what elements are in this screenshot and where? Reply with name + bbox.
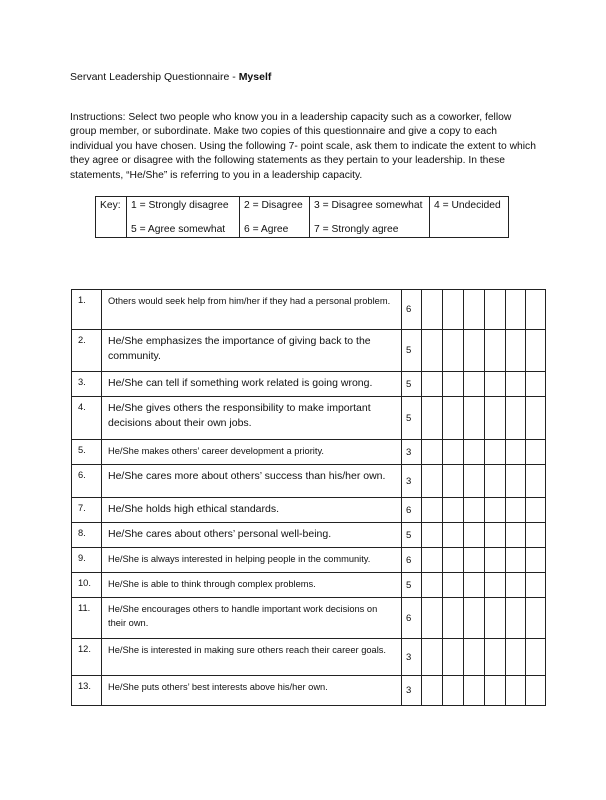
rating-cell[interactable]	[485, 330, 506, 372]
rating-cell[interactable]	[422, 290, 443, 330]
question-number: 6.	[72, 465, 102, 498]
key-top-4: 4 = Undecided	[434, 200, 501, 211]
rating-cell[interactable]	[485, 676, 506, 706]
rating-cell[interactable]	[485, 372, 506, 397]
question-number: 8.	[72, 523, 102, 548]
question-score: 6	[402, 498, 422, 523]
question-score: 5	[402, 397, 422, 440]
rating-cell[interactable]	[443, 397, 464, 440]
rating-cell[interactable]	[526, 548, 546, 573]
rating-cell[interactable]	[485, 639, 506, 676]
question-score: 6	[402, 290, 422, 330]
instructions-text: Instructions: Select two people who know you in a leadership capacity such as a coworker, fellow group member, or subordinate. Make two copies of this questionnaire and give a copy to each individual you have chosen. Using the following 7- point scale, ask them to indicate the extent to which they agree or disagree with the following statements as they pertain to your leadership. In these statements, “He/She” is referring to you in a leadership capacity.	[70, 112, 536, 181]
page-title	[70, 71, 271, 83]
rating-cell[interactable]	[506, 573, 526, 598]
question-number: 2.	[72, 330, 102, 372]
rating-cell[interactable]	[422, 498, 443, 523]
rating-cell[interactable]	[464, 523, 485, 548]
question-statement: He/She cares about others’ personal well-being.	[102, 523, 402, 548]
question-statement: He/She is interested in making sure others reach their career goals.	[102, 639, 402, 676]
rating-cell[interactable]	[485, 523, 506, 548]
question-statement: He/She holds high ethical standards.	[102, 498, 402, 523]
question-score: 3	[402, 676, 422, 706]
question-statement: He/She is always interested in helping people in the community.	[102, 548, 402, 573]
title-bold: Myself	[238, 71, 272, 83]
question-score: 5	[402, 330, 422, 372]
question-row	[72, 397, 546, 440]
rating-cell[interactable]	[464, 440, 485, 465]
rating-cell[interactable]	[485, 465, 506, 498]
rating-cell[interactable]	[485, 548, 506, 573]
rating-cell[interactable]	[506, 372, 526, 397]
question-number: 11.	[72, 598, 102, 639]
rating-cell[interactable]	[464, 548, 485, 573]
key-cell-1	[127, 197, 240, 238]
rating-cell[interactable]	[443, 676, 464, 706]
question-row	[72, 639, 546, 676]
rating-cell[interactable]	[526, 639, 546, 676]
rating-cell[interactable]	[526, 397, 546, 440]
key-table	[95, 196, 509, 238]
rating-cell[interactable]	[422, 573, 443, 598]
rating-cell[interactable]	[485, 440, 506, 465]
title-prefix: Servant Leadership Questionnaire -	[70, 71, 239, 83]
rating-cell[interactable]	[443, 639, 464, 676]
rating-cell[interactable]	[443, 440, 464, 465]
rating-cell[interactable]	[526, 573, 546, 598]
question-statement: He/She is able to think through complex problems.	[102, 573, 402, 598]
rating-cell[interactable]	[526, 498, 546, 523]
rating-cell[interactable]	[464, 573, 485, 598]
rating-cell[interactable]	[422, 598, 443, 639]
question-number: 1.	[72, 290, 102, 330]
rating-cell[interactable]	[443, 290, 464, 330]
rating-cell[interactable]	[506, 498, 526, 523]
rating-cell[interactable]	[464, 465, 485, 498]
rating-cell[interactable]	[506, 397, 526, 440]
rating-cell[interactable]	[506, 548, 526, 573]
rating-cell[interactable]	[422, 440, 443, 465]
rating-cell[interactable]	[464, 639, 485, 676]
key-label: Key:	[100, 200, 121, 211]
question-row	[72, 598, 546, 639]
rating-cell[interactable]	[526, 372, 546, 397]
question-number: 13.	[72, 676, 102, 706]
rating-cell[interactable]	[506, 440, 526, 465]
question-statement: He/She emphasizes the importance of giving back to the community.	[102, 330, 402, 372]
question-row	[72, 573, 546, 598]
rating-cell[interactable]	[422, 330, 443, 372]
rating-cell[interactable]	[464, 372, 485, 397]
rating-cell[interactable]	[464, 330, 485, 372]
rating-cell[interactable]	[526, 523, 546, 548]
question-score: 5	[402, 573, 422, 598]
question-statement: He/She gives others the responsibility to make important decisions about their own jobs.	[102, 397, 402, 440]
key-bottom-2: 6 = Agree	[244, 224, 289, 235]
question-row	[72, 548, 546, 573]
rating-cell[interactable]	[464, 397, 485, 440]
key-top-2: 2 = Disagree	[244, 200, 303, 211]
rating-cell[interactable]	[485, 498, 506, 523]
rating-cell[interactable]	[526, 290, 546, 330]
rating-cell[interactable]	[485, 397, 506, 440]
question-row	[72, 523, 546, 548]
question-statement: He/She encourages others to handle important work decisions on their own.	[102, 598, 402, 639]
key-bottom-3: 7 = Strongly agree	[314, 224, 399, 235]
question-statement: He/She makes others’ career development a priority.	[102, 440, 402, 465]
rating-cell[interactable]	[464, 498, 485, 523]
rating-cell[interactable]	[422, 372, 443, 397]
rating-cell[interactable]	[422, 676, 443, 706]
rating-cell[interactable]	[464, 598, 485, 639]
question-number: 3.	[72, 372, 102, 397]
rating-cell[interactable]	[443, 465, 464, 498]
question-row	[72, 676, 546, 706]
question-number: 4.	[72, 397, 102, 440]
question-number: 9.	[72, 548, 102, 573]
rating-cell[interactable]	[506, 290, 526, 330]
question-number: 10.	[72, 573, 102, 598]
key-bottom-1: 5 = Agree somewhat	[131, 224, 226, 235]
question-row	[72, 330, 546, 372]
rating-cell[interactable]	[443, 498, 464, 523]
question-number: 5.	[72, 440, 102, 465]
question-row	[72, 465, 546, 498]
question-score: 3	[402, 440, 422, 465]
rating-cell[interactable]	[506, 598, 526, 639]
question-row	[72, 498, 546, 523]
question-statement: He/She cares more about others’ success than his/her own.	[102, 465, 402, 498]
rating-cell[interactable]	[485, 598, 506, 639]
rating-cell[interactable]	[526, 465, 546, 498]
key-top-3: 3 = Disagree somewhat	[314, 200, 423, 211]
key-cell-4	[430, 197, 509, 238]
question-statement: He/She can tell if something work related is going wrong.	[102, 372, 402, 397]
rating-cell[interactable]	[506, 676, 526, 706]
rating-cell[interactable]	[422, 548, 443, 573]
rating-cell[interactable]	[443, 598, 464, 639]
rating-cell[interactable]	[464, 676, 485, 706]
rating-cell[interactable]	[485, 573, 506, 598]
question-number: 12.	[72, 639, 102, 676]
question-row	[72, 290, 546, 330]
rating-cell[interactable]	[443, 548, 464, 573]
rating-cell[interactable]	[443, 523, 464, 548]
rating-cell[interactable]	[485, 290, 506, 330]
question-statement: Others would seek help from him/her if they had a personal problem.	[102, 290, 402, 330]
rating-cell[interactable]	[526, 440, 546, 465]
rating-cell[interactable]	[422, 523, 443, 548]
question-score: 3	[402, 465, 422, 498]
rating-cell[interactable]	[526, 676, 546, 706]
rating-cell[interactable]	[422, 639, 443, 676]
rating-cell[interactable]	[506, 639, 526, 676]
rating-cell[interactable]	[443, 330, 464, 372]
key-top-1: 1 = Strongly disagree	[131, 200, 229, 211]
question-score: 6	[402, 598, 422, 639]
rating-cell[interactable]	[506, 330, 526, 372]
question-score: 5	[402, 523, 422, 548]
rating-cell[interactable]	[506, 523, 526, 548]
key-cell-2	[240, 197, 310, 238]
rating-cell[interactable]	[422, 465, 443, 498]
question-score: 3	[402, 639, 422, 676]
question-score: 5	[402, 372, 422, 397]
question-row	[72, 440, 546, 465]
question-statement: He/She puts others’ best interests above his/her own.	[102, 676, 402, 706]
rating-cell[interactable]	[506, 465, 526, 498]
rating-cell[interactable]	[464, 290, 485, 330]
question-number: 7.	[72, 498, 102, 523]
rating-cell[interactable]	[526, 330, 546, 372]
rating-cell[interactable]	[443, 573, 464, 598]
rating-cell[interactable]	[526, 598, 546, 639]
key-label-cell	[96, 197, 127, 238]
rating-cell[interactable]	[443, 372, 464, 397]
question-score: 6	[402, 548, 422, 573]
questions-table	[71, 289, 546, 706]
question-row	[72, 372, 546, 397]
rating-cell[interactable]	[422, 397, 443, 440]
key-cell-3	[310, 197, 430, 238]
